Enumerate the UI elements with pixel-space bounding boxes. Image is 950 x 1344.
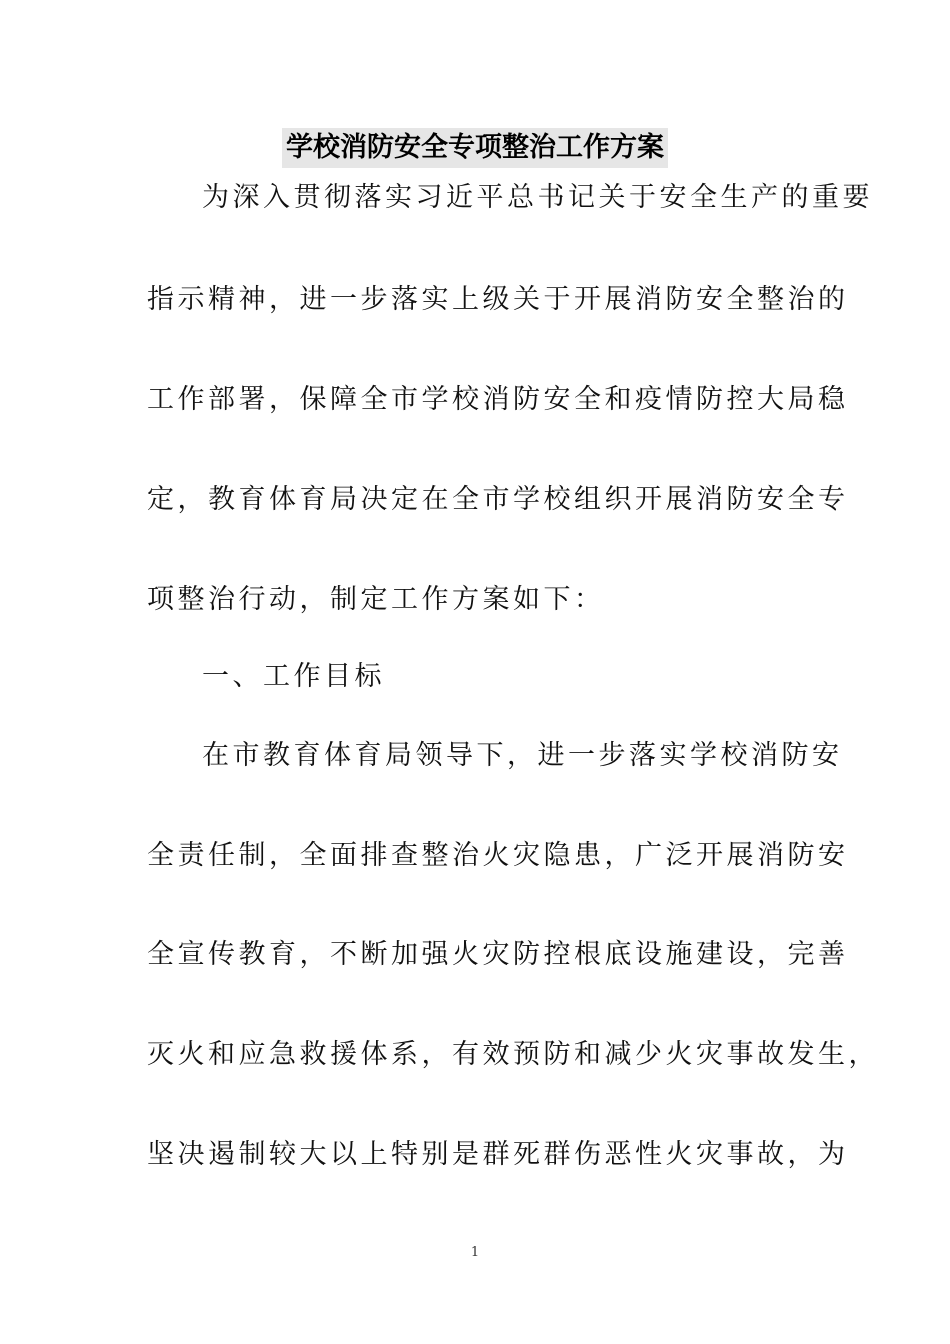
section-heading-goals: 一、工作目标 xyxy=(202,661,385,692)
paragraph-line-5: 项整治行动，制定工作方案如下： xyxy=(147,584,605,615)
paragraph-line-6: 在市教育体育局领导下，进一步落实学校消防安 xyxy=(202,740,843,771)
paragraph-line-3: 工作部署，保障全市学校消防安全和疫情防控大局稳 xyxy=(147,384,849,415)
paragraph-line-10: 坚决遏制较大以上特别是群死群伤恶性火灾事故，为 xyxy=(147,1139,849,1170)
paragraph-line-2: 指示精神，进一步落实上级关于开展消防安全整治的 xyxy=(147,284,849,315)
paragraph-line-1: 为深入贯彻落实习近平总书记关于安全生产的重要 xyxy=(202,182,873,213)
page-number: 1 xyxy=(470,1245,480,1260)
paragraph-line-8: 全宣传教育，不断加强火灾防控根底设施建设，完善 xyxy=(147,939,849,970)
document-title: 学校消防安全专项整治工作方案 xyxy=(282,128,668,168)
document-title-block xyxy=(0,128,950,172)
paragraph-line-9: 灭火和应急救援体系，有效预防和减少火灾事故发生， xyxy=(147,1039,879,1070)
paragraph-line-7: 全责任制，全面排查整治火灾隐患，广泛开展消防安 xyxy=(147,840,849,871)
paragraph-line-4: 定，教育体育局决定在全市学校组织开展消防安全专 xyxy=(147,484,849,515)
